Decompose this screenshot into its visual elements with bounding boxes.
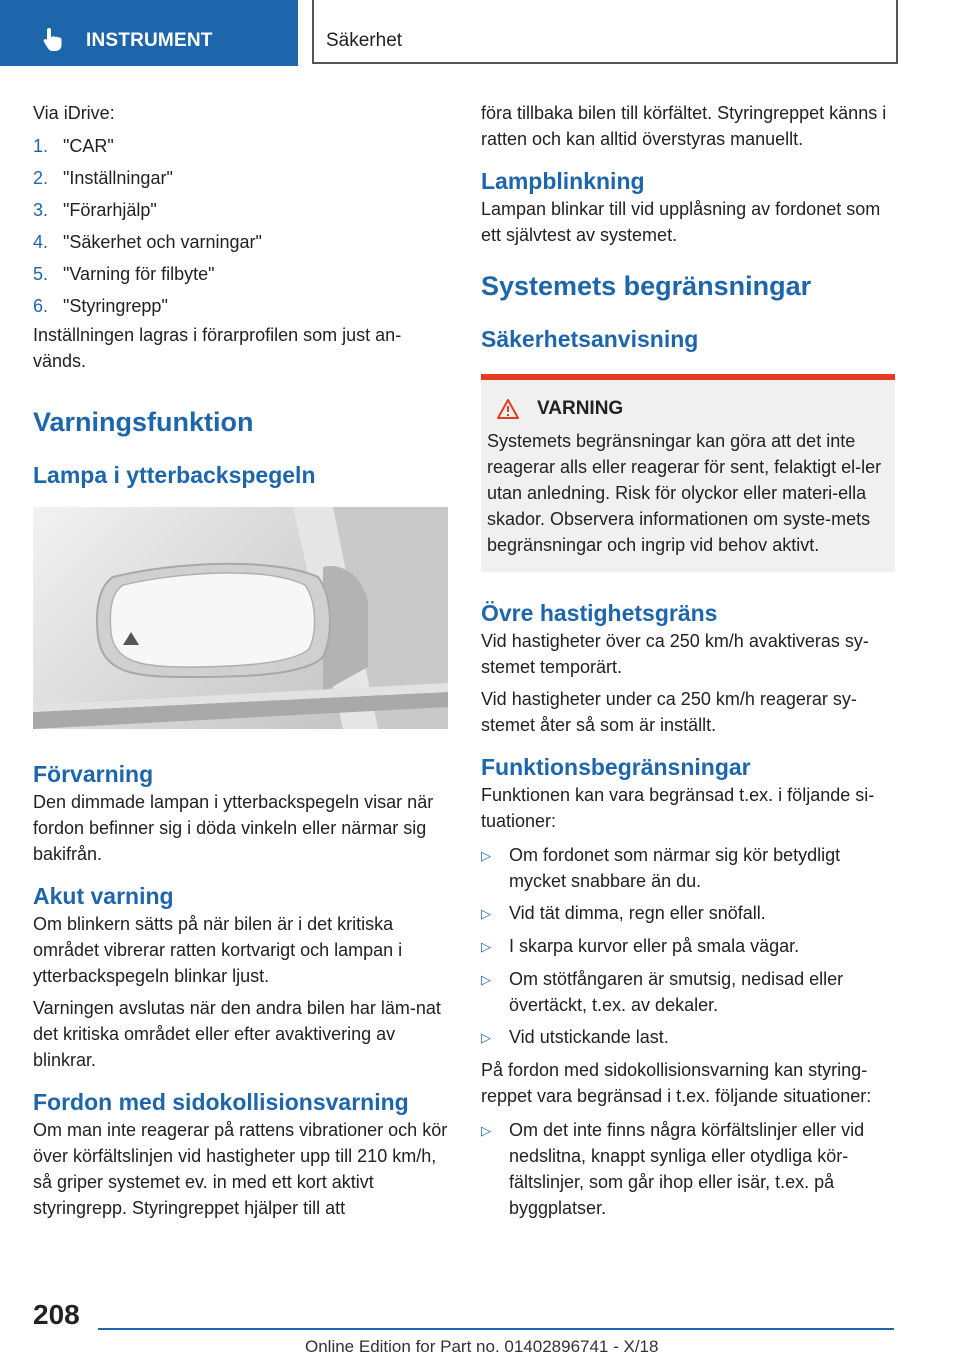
heading-function-limits: Funktionsbegränsningar	[481, 754, 751, 780]
upper-speed-text: Vid hastigheter över ca 250 km/h avaktiveras sy-stemet temporärt.	[481, 631, 869, 677]
heading-upper-speed: Övre hastighetsgräns	[481, 600, 718, 626]
function-limits-intro: Funktionen kan vara begränsad t.ex. i följande si-tuationer:	[481, 785, 875, 831]
step-text: "CAR"	[63, 136, 114, 156]
step-text: "Styringrepp"	[63, 296, 168, 316]
steering-limits-list	[481, 1117, 895, 1221]
side-mirror-image	[33, 507, 448, 729]
chapter-label: INSTRUMENT	[86, 30, 213, 51]
pointing-hand-icon	[40, 26, 66, 52]
list-item: ▷ Vid utstickande last.	[481, 1024, 895, 1051]
list-item: ▷ Om det inte finns några körfältslinjer eller vid nedslitna, knappt synliga eller otydliga kör-fältslinjer, som går ihop eller isär, t.ex. på byggplatser.	[481, 1117, 895, 1221]
step-number: 5.	[33, 264, 49, 284]
step-item	[33, 258, 448, 290]
heading-safety-note: Säkerhetsanvisning	[481, 326, 699, 352]
idrive-intro: Via iDrive:	[33, 103, 115, 123]
heading-mirror-lamp: Lampa i ytterbackspegeln	[33, 462, 316, 488]
warning-header	[487, 398, 889, 420]
heading-system-limits: Systemets begränsningar	[481, 271, 812, 301]
step-number: 3.	[33, 200, 49, 220]
step-item	[33, 290, 448, 322]
prewarning-text: Den dimmade lampan i ytterbackspegeln visar när fordon befinner sig i döda vinkeln eller närmar sig bakifrån.	[33, 792, 434, 864]
step-item	[33, 162, 448, 194]
function-limits-list	[481, 842, 895, 1051]
right-column	[481, 100, 895, 1227]
continued-text: föra tillbaka bilen till körfältet. Styringreppet känns i ratten och kan alltid överstyras manuellt.	[481, 103, 887, 149]
mirror-illustration	[33, 507, 448, 729]
triangle-bullet-icon: ▷	[481, 848, 491, 863]
acute-text-end: Varningen avslutas när den andra bilen har läm-nat det kritiska området eller efter avaktivering av blinkrar.	[33, 998, 441, 1070]
chapter-tab[interactable]	[0, 0, 298, 66]
warning-box	[481, 374, 895, 572]
heading-lamp-blink: Lampblinkning	[481, 168, 645, 194]
triangle-bullet-icon: ▷	[481, 972, 491, 987]
left-column	[33, 100, 448, 1221]
heading-acute-warning: Akut varning	[33, 883, 174, 909]
step-number: 6.	[33, 296, 49, 316]
step-item	[33, 226, 448, 258]
steering-intro: På fordon med sidokollisionsvarning kan styring-reppet vara begränsad i t.ex. följande situationer:	[481, 1060, 872, 1106]
step-item	[33, 130, 448, 162]
step-number: 1.	[33, 136, 49, 156]
triangle-bullet-icon: ▷	[481, 1123, 491, 1138]
step-number: 2.	[33, 168, 49, 188]
warning-title: VARNING	[537, 398, 624, 419]
list-item: ▷ Om stötfångaren är smutsig, nedisad eller övertäckt, t.ex. av dekaler.	[481, 966, 895, 1018]
triangle-bullet-icon: ▷	[481, 906, 491, 921]
heading-side-collision: Fordon med sidokollisionsvarning	[33, 1089, 409, 1115]
warning-triangle-icon	[497, 399, 519, 419]
idrive-steps	[33, 130, 448, 322]
side-collision-text: Om man inte reagerar på rattens vibrationer och kör över körfältslinjen vid hastigheter upp till 210 km/h, så griper systemet ev. in med ett kort aktivt styringrepp. Styringreppet hjälper till att	[33, 1120, 448, 1218]
step-text: "Förarhjälp"	[63, 200, 157, 220]
triangle-bullet-icon: ▷	[481, 939, 491, 954]
section-tab[interactable]	[312, 0, 898, 64]
page-number: 208	[33, 1299, 80, 1330]
page-header	[0, 0, 960, 66]
footer-divider	[98, 1328, 894, 1330]
step-item	[33, 194, 448, 226]
edition-text: Online Edition for Part no. 01402896741 - X/18	[305, 1337, 659, 1356]
section-label: Säkerhet	[326, 30, 403, 51]
lower-speed-text: Vid hastigheter under ca 250 km/h reagerar sy-stemet åter så som är inställt.	[481, 689, 857, 735]
list-item: ▷ Vid tät dimma, regn eller snöfall.	[481, 900, 895, 927]
heading-prewarning: Förvarning	[33, 761, 154, 787]
steps-note: Inställningen lagras i förarprofilen som just an-vänds.	[33, 325, 402, 371]
acute-text: Om blinkern sätts på när bilen är i det kritiska området vibrerar ratten kortvarigt och lampan i ytterbackspegeln blinkar ljust.	[33, 914, 403, 986]
triangle-bullet-icon: ▷	[481, 1030, 491, 1045]
warning-text: Systemets begränsningar kan göra att det inte reagerar alls eller reagerar för sent, felaktigt el-ler utan anledning. Risk för olyckor eller materi-ella skador. Observera informationen om syste-mets begränsningar och ingrip vid behov aktivt.	[487, 431, 882, 555]
step-text: "Varning för filbyte"	[63, 264, 215, 284]
step-text: "Inställningar"	[63, 168, 173, 188]
list-item: ▷ Om fordonet som närmar sig kör betydligt mycket snabbare än du.	[481, 842, 895, 894]
list-item: ▷ I skarpa kurvor eller på smala vägar.	[481, 933, 895, 960]
heading-warning-function: Varningsfunktion	[33, 407, 254, 437]
lamp-blink-text: Lampan blinkar till vid upplåsning av fordonet som ett självtest av systemet.	[481, 199, 881, 245]
step-text: "Säkerhet och varningar"	[63, 232, 262, 252]
step-number: 4.	[33, 232, 49, 252]
